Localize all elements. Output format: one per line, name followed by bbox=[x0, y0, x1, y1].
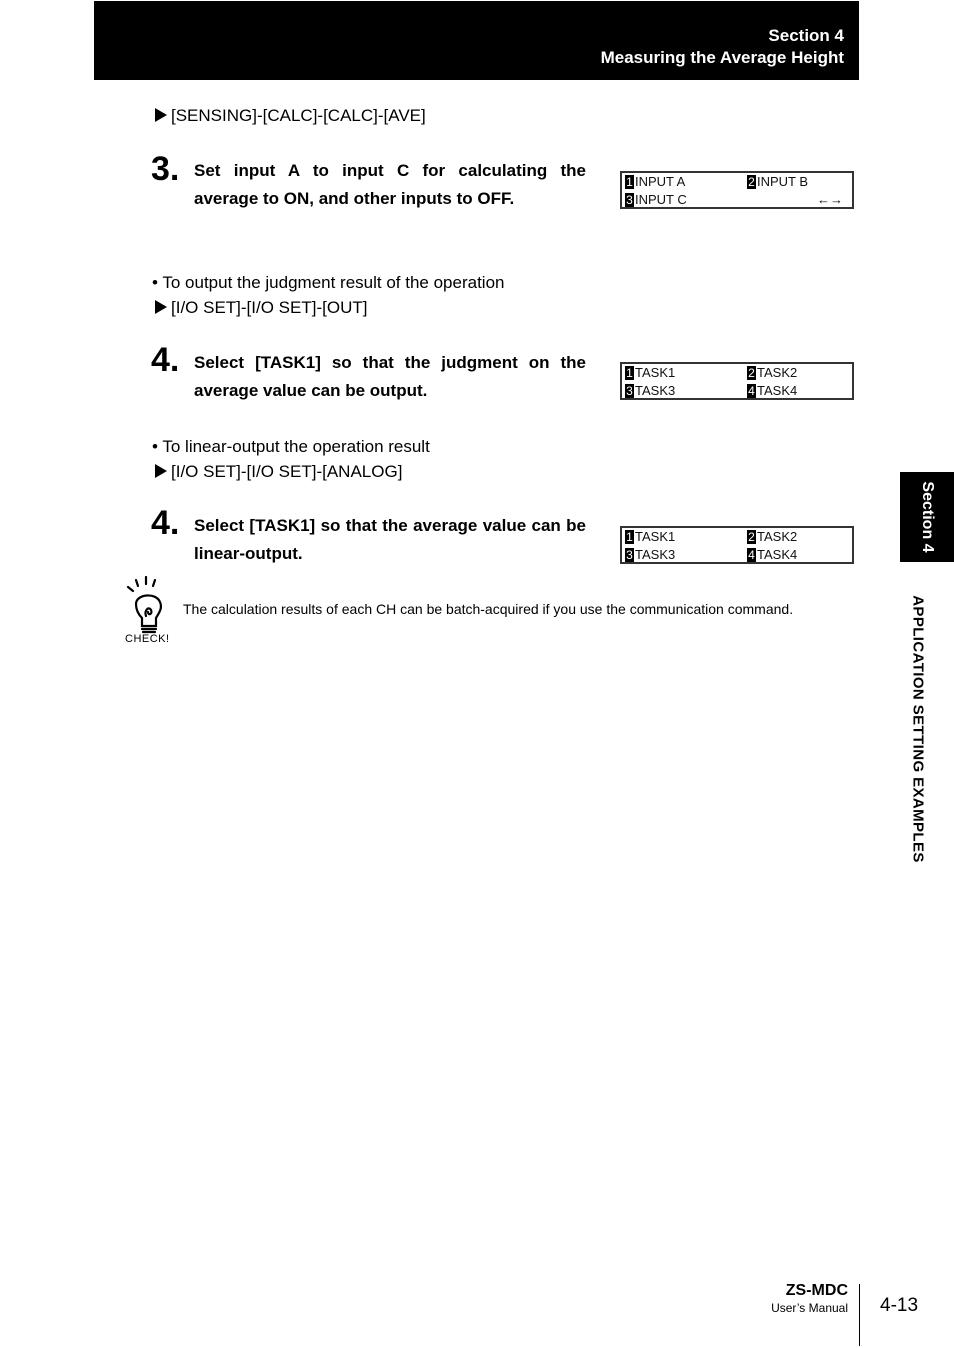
lcd-item: 1 TASK1 bbox=[626, 365, 676, 380]
lcd-item: 2 TASK2 bbox=[748, 365, 798, 380]
footer-manual: User’s Manual bbox=[771, 1301, 848, 1315]
lcd-item: 4 TASK4 bbox=[748, 547, 798, 562]
lcd-item: 1 TASK1 bbox=[626, 529, 676, 544]
section-side-tab-label: Section 4 bbox=[919, 481, 936, 553]
header-section: Section 4 bbox=[768, 26, 844, 45]
check-note: The calculation results of each CH can be batch-acquired if you use the communication command. bbox=[183, 601, 794, 617]
step-4b-number: 4. bbox=[151, 504, 180, 542]
footer-divider bbox=[859, 1284, 860, 1346]
step-4b-text: Select [TASK1] so that the average value can be linear-output. bbox=[194, 516, 586, 563]
bullet-output-judgment: • To output the judgment result of the operation bbox=[152, 273, 505, 292]
triangle-right-icon bbox=[155, 108, 167, 122]
menu-path-out: [I/O SET]-[I/O SET]-[OUT] bbox=[155, 297, 367, 319]
page-header bbox=[94, 1, 859, 80]
lcd-item: 3 TASK3 bbox=[626, 383, 676, 398]
lcd-item: 2 TASK2 bbox=[748, 529, 798, 544]
triangle-right-icon bbox=[155, 464, 167, 478]
footer-product: ZS-MDC bbox=[785, 1282, 848, 1299]
lcd-item: 4 TASK4 bbox=[748, 383, 798, 398]
check-label: CHECK! bbox=[125, 633, 170, 645]
menu-path-sensing: [SENSING]-[CALC]-[CALC]-[AVE] bbox=[155, 105, 426, 127]
section-side-caption: APPLICATION SETTING EXAMPLES bbox=[909, 595, 927, 863]
lcd-arrows-icon: ←→ bbox=[817, 192, 843, 207]
step-3-text: Set input A to input C for calculating the average to ON, and other inputs to OFF. bbox=[194, 161, 586, 208]
header-title: Measuring the Average Height bbox=[600, 48, 844, 67]
lcd-item: 3 TASK3 bbox=[626, 547, 676, 562]
lcd-task-screen-out bbox=[620, 362, 854, 400]
lcd-input-screen bbox=[620, 171, 854, 209]
bullet-linear-output: • To linear-output the operation result bbox=[152, 437, 430, 456]
lcd-item: 1 INPUT A bbox=[626, 174, 686, 189]
lcd-task-screen-analog bbox=[620, 526, 854, 564]
step-4a-text: Select [TASK1] so that the judgment on the average value can be output. bbox=[194, 353, 586, 400]
step-4a-number: 4. bbox=[151, 341, 180, 379]
triangle-right-icon bbox=[155, 300, 167, 314]
page-number: 4-13 bbox=[880, 1295, 919, 1316]
lcd-item: 3 INPUT C bbox=[626, 192, 687, 207]
lcd-item: 2 INPUT B bbox=[748, 174, 809, 189]
menu-path-analog: [I/O SET]-[I/O SET]-[ANALOG] bbox=[155, 461, 402, 483]
step-3-number: 3. bbox=[151, 150, 180, 188]
